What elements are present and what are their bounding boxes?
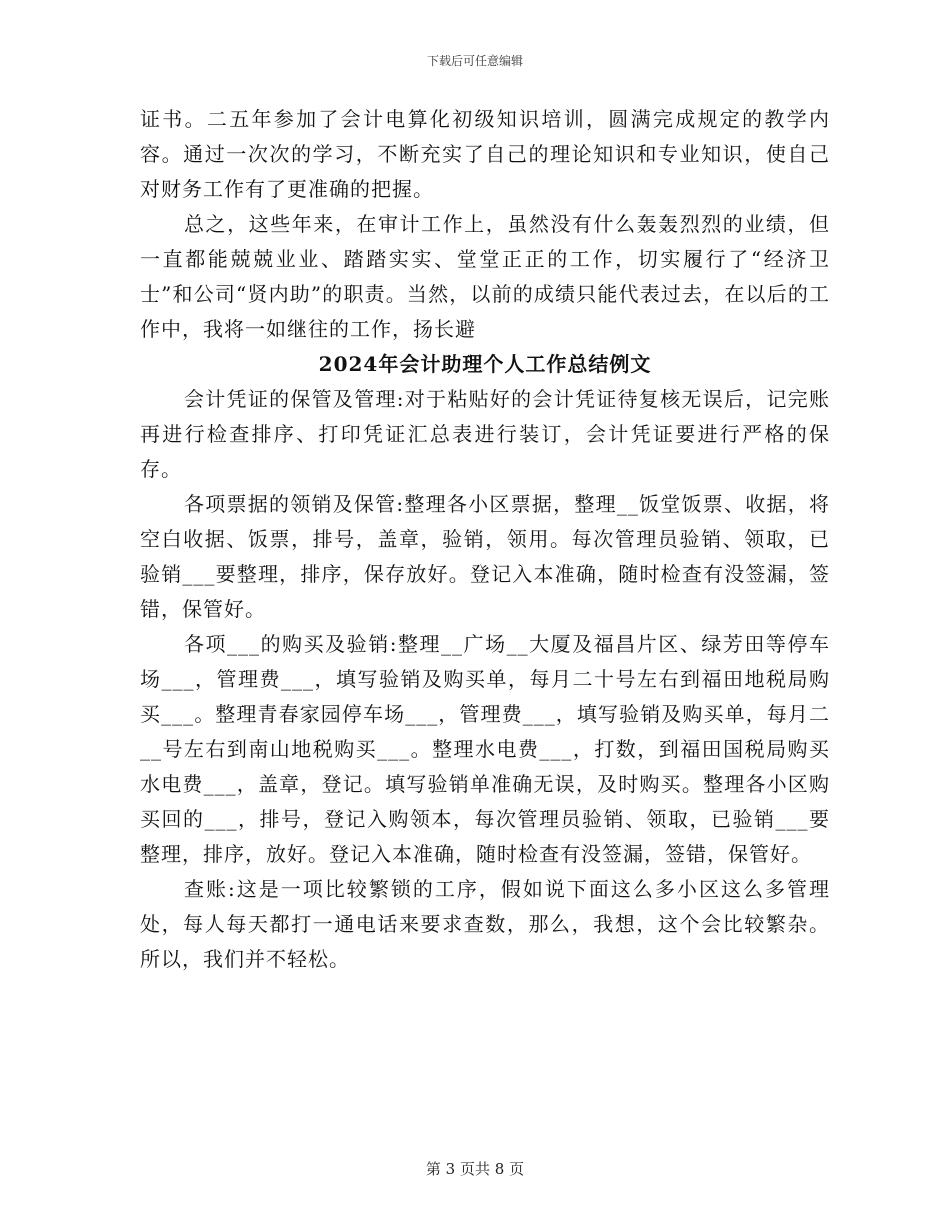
header-note: 下载后可任意编辑 <box>426 54 523 68</box>
paragraph-receipts: 各项票据的领销及保管:整理各小区票据，整理__饭堂饭票、收据，将空白收据、饭票，排号，盖章，验销，领用。每次管理员验销、领取，已验销___要整理，排序，保存放好。登记入本准确，随时检查有没签漏，签错，保管好。 <box>140 492 830 621</box>
section-title: 2024年会计助理个人工作总结例文 <box>318 352 652 376</box>
paragraph-purchase: 各项___的购买及验销:整理__广场__大厦及福昌片区、绿芳田等停车场___，管理费___，填写验销及购买单，每月二十号左右到福田地税局购买___。整理青春家园停车场___，管理费___，填写验销及购买单，每月二__号左右到南山地税购买___。整理水电费___，打数，到福田国税局购买水电费___，盖章，登记。填写验销单准确无误，及时购买。整理各小区购买回的___，排号，登记入购领本，每次管理员验销、领取，已验销___要整理，排序，放好。登记入本准确，随时检查有没签漏，签错，保管好。 <box>140 632 830 866</box>
paragraph-summary: 总之，这些年来，在审计工作上，虽然没有什么轰轰烈烈的业绩，但一直都能兢兢业业、踏踏实实、堂堂正正的工作，切实履行了“经济卫士”和公司“贤内助”的职责。当然，以前的成绩只能代表过去，在以后的工作中，我将一如继往的工作，扬长避 <box>140 212 830 341</box>
paragraph-certificate: 证书。二五年参加了会计电算化初级知识培训，圆满完成规定的教学内容。通过一次次的学习，不断充实了自己的理论知识和专业知识，使自己对财务工作有了更准确的把握。 <box>140 107 830 201</box>
paragraph-voucher: 会计凭证的保管及管理:对于粘贴好的会计凭证待复核无误后，记完账再进行检查排序、打印凭证汇总表进行装订，会计凭证要进行严格的保存。 <box>140 387 830 481</box>
paragraph-audit: 查账:这是一项比较繁锁的工序，假如说下面这么多小区这么多管理处，每人每天都打一通电话来要求查数，那么，我想，这个会比较繁杂。所以，我们并不轻松。 <box>140 877 830 971</box>
page-number: 第 3 页共 8 页 <box>425 1160 525 1178</box>
document-body <box>140 102 830 977</box>
